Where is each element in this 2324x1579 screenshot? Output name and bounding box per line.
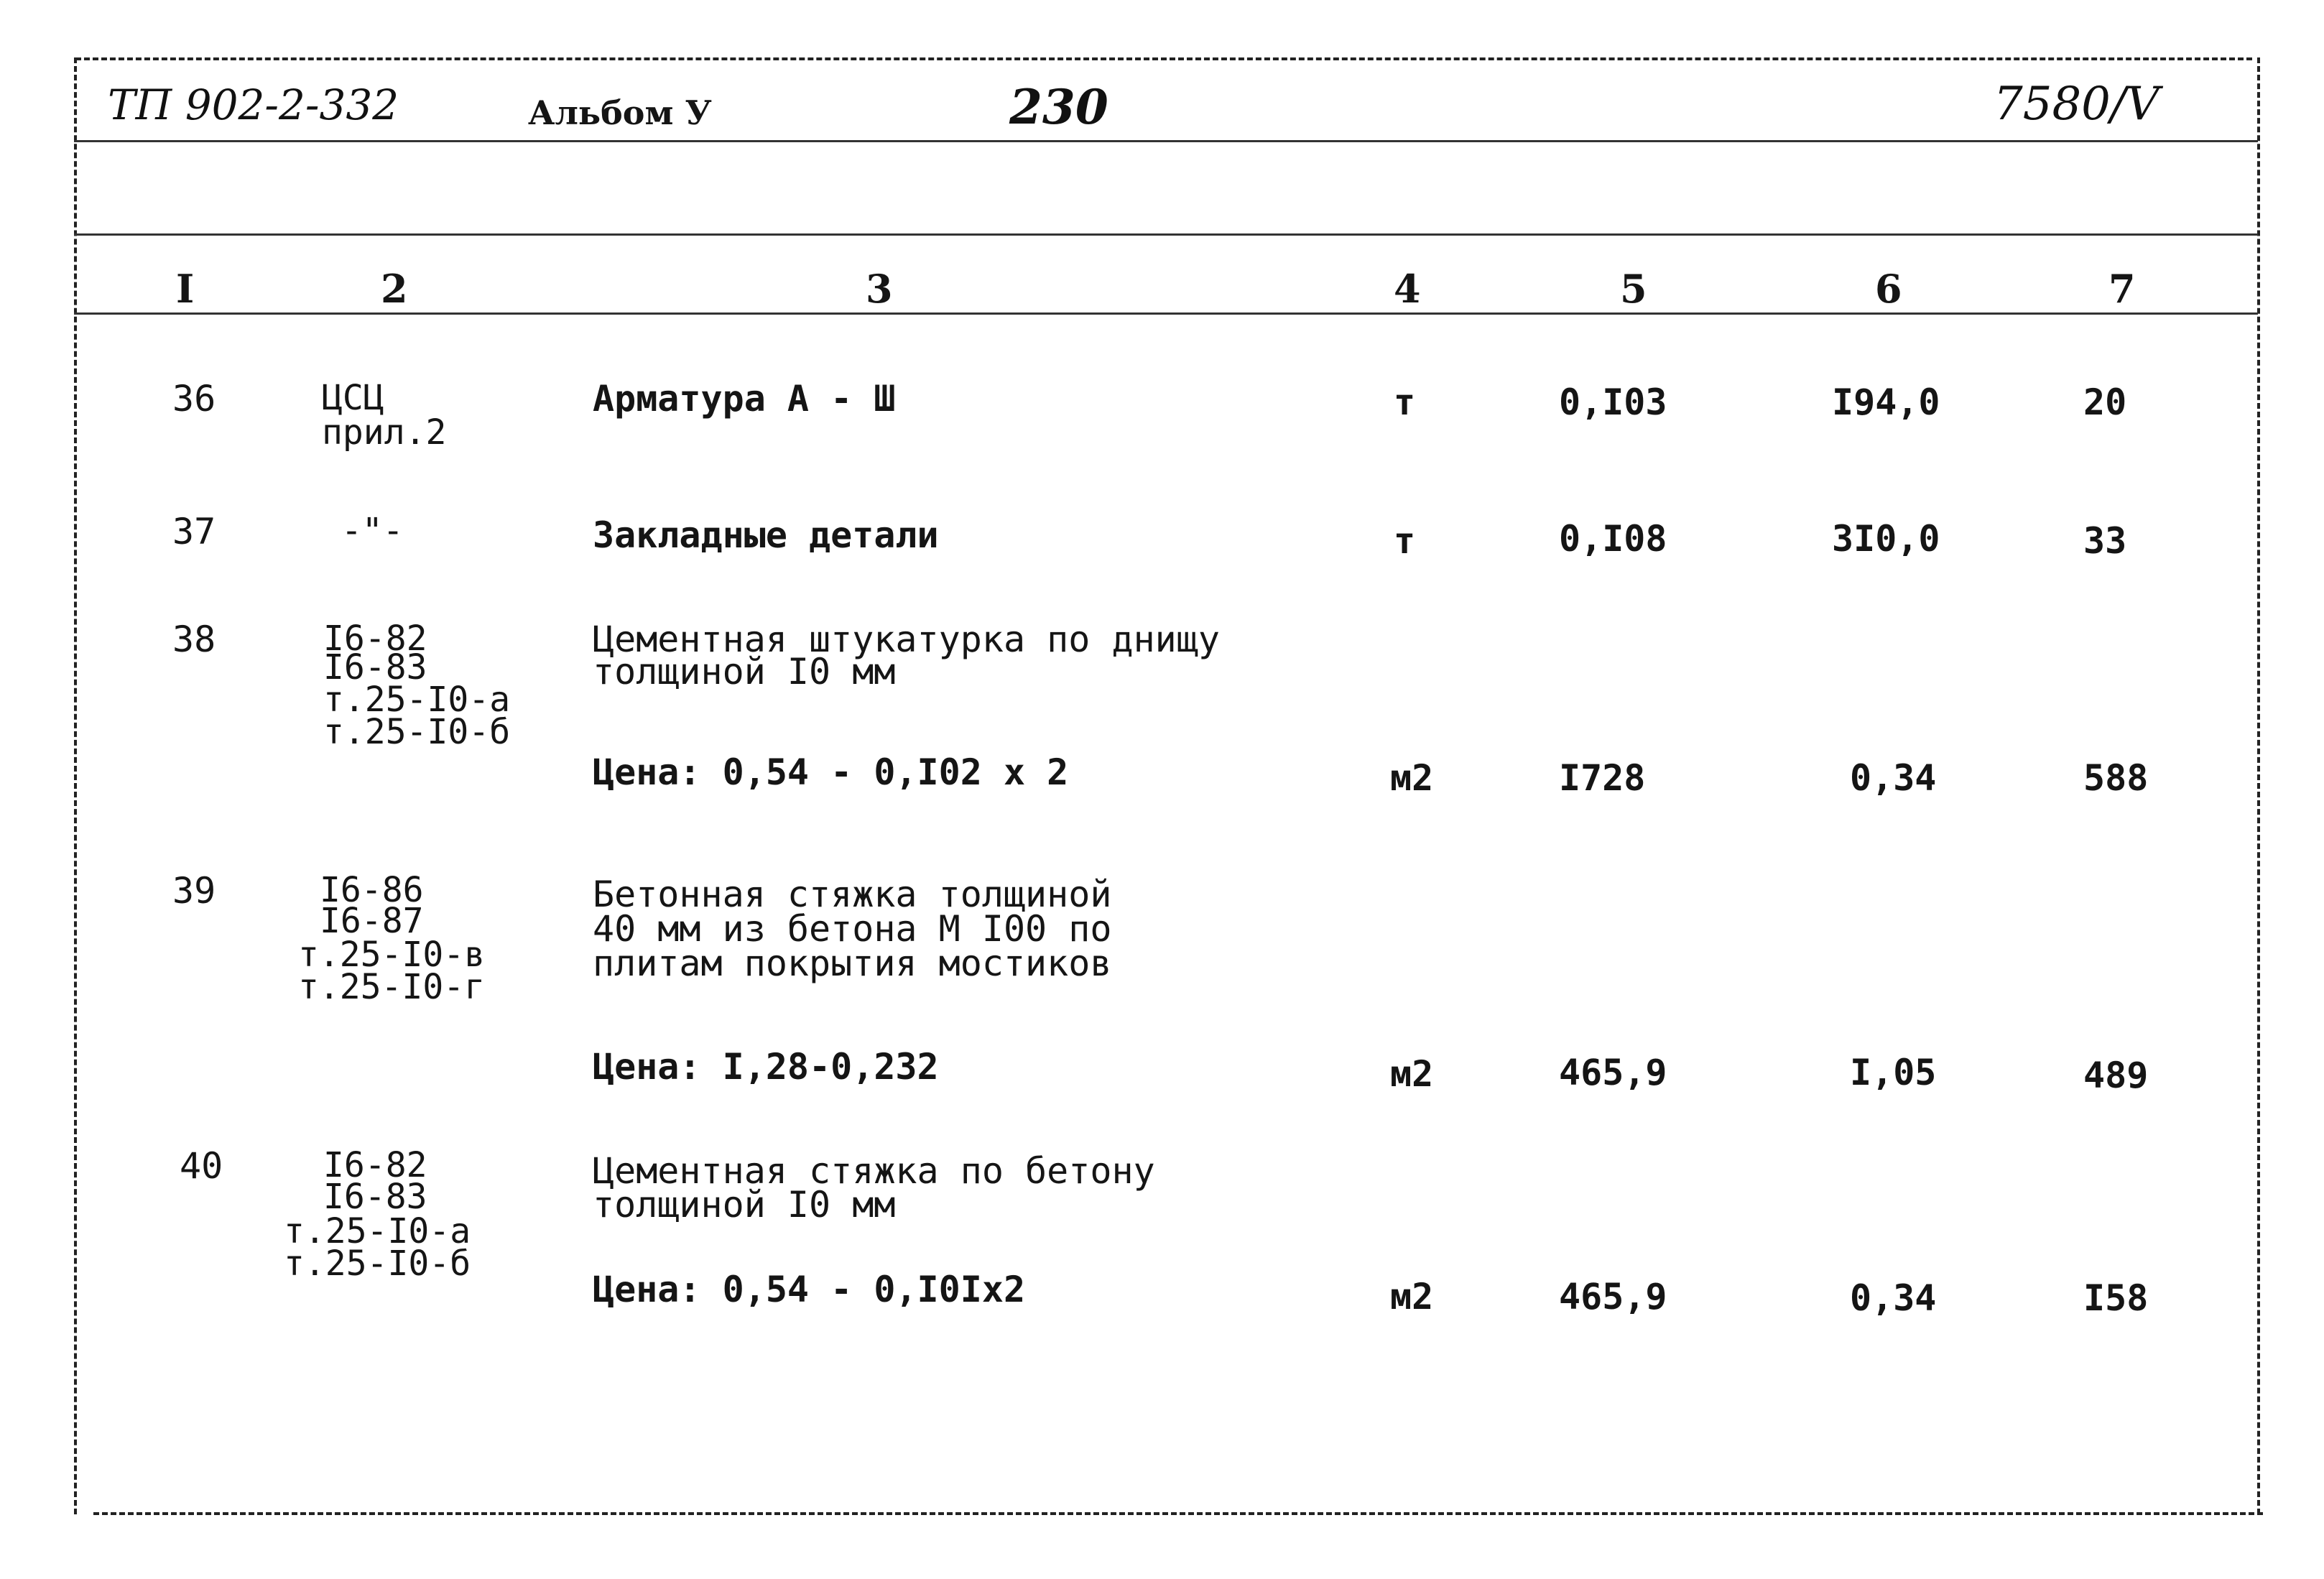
column-header-5: 5 [1620,266,1647,312]
row-38-quantity: I728 [1559,757,1646,799]
inventory-number: 7580/V [1994,78,2159,131]
frame-bottom-border [93,1512,2263,1515]
row-39-price: I,05 [1850,1052,1937,1093]
row-38-ref-line-3: т.25-I0-а [323,680,511,720]
row-36-ref-line-1: ЦСЦ [322,378,384,418]
row-38-description-line-1: Цементная штукатурка по днищу [593,619,1220,660]
row-38-price: 0,34 [1850,757,1937,799]
row-40-price: 0,34 [1850,1277,1937,1319]
row-40-quantity: 465,9 [1559,1276,1667,1318]
column-header-3: 3 [866,266,893,312]
row-39-description-line-2: 40 мм из бетона М I00 по [593,908,1112,950]
row-37-price: 3I0,0 [1832,518,1940,560]
row-37-ref-line-1: -"- [341,511,404,551]
frame-top-border [75,57,2252,60]
row-36-quantity: 0,I03 [1559,381,1667,423]
column-header-4: 4 [1394,266,1421,312]
row-39-quantity: 465,9 [1559,1052,1667,1093]
column-header-rule [74,312,2258,315]
frame-right-border [2257,57,2260,1514]
sheet-number: 230 [1009,79,1108,135]
row-36-price: I94,0 [1832,381,1940,423]
row-38-ref-line-4: т.25-I0-б [323,712,511,752]
row-38-ref-line-1: I6-82 [323,619,427,659]
row-40-ref-line-4: т.25-I0-б [284,1244,471,1284]
row-38-description-line-2: толщиной I0 мм [593,651,896,693]
row-38-unit: м2 [1390,757,1434,799]
row-37-description: Закладные детали [593,514,939,556]
row-40-total: I58 [2083,1277,2149,1319]
row-38-ref-line-2: I6-83 [323,647,427,687]
row-38-number: 38 [172,619,216,660]
frame-left-border [74,57,77,1514]
row-38-price-formula: Цена: 0,54 - 0,I02 х 2 [593,751,1069,793]
column-header-2: 2 [381,266,408,312]
row-40-ref-line-3: т.25-I0-а [284,1211,471,1251]
row-39-ref-line-1: I6-86 [320,870,424,910]
row-40-description-line-1: Цементная стяжка по бетону [593,1150,1155,1192]
row-40-description-line-2: толщиной I0 мм [593,1184,896,1226]
row-40-ref-line-2: I6-83 [323,1177,427,1217]
row-40-ref-line-1: I6-82 [323,1145,427,1185]
column-header-1: I [176,266,195,312]
row-40-price-formula: Цена: 0,54 - 0,I0Iх2 [593,1269,1026,1310]
row-37-unit: т [1394,520,1416,562]
column-header-7: 7 [2108,266,2136,312]
row-39-total: 489 [2083,1055,2149,1096]
row-36-description: Арматура А - Ш [593,378,896,420]
row-39-ref-line-2: I6-87 [320,901,424,941]
row-39-ref-line-4: т.25-I0-г [298,967,486,1007]
row-37-quantity: 0,I08 [1559,518,1667,560]
row-38-total: 588 [2083,757,2149,799]
row-39-price-formula: Цена: I,28-0,232 [593,1046,939,1088]
row-36-number: 36 [172,378,216,420]
album-label: Альбом У [528,93,712,132]
row-39-description-line-3: плитам покрытия мостиков [593,943,1112,984]
row-39-ref-line-3: т.25-I0-в [298,935,486,975]
document-code: ТП 902-2-332 [108,80,399,129]
subheader-rule [74,233,2258,236]
row-36-unit: т [1394,381,1416,423]
column-header-6: 6 [1875,266,1902,312]
row-36-total: 20 [2083,381,2127,423]
row-37-number: 37 [172,511,216,552]
row-40-number: 40 [180,1145,223,1187]
header-rule [74,140,2258,142]
row-40-unit: м2 [1390,1276,1434,1318]
row-39-description-line-1: Бетонная стяжка толщиной [593,874,1112,915]
row-37-total: 33 [2083,520,2127,562]
row-36-ref-line-2: прил.2 [322,412,447,453]
row-39-number: 39 [172,870,216,912]
row-39-unit: м2 [1390,1053,1434,1095]
